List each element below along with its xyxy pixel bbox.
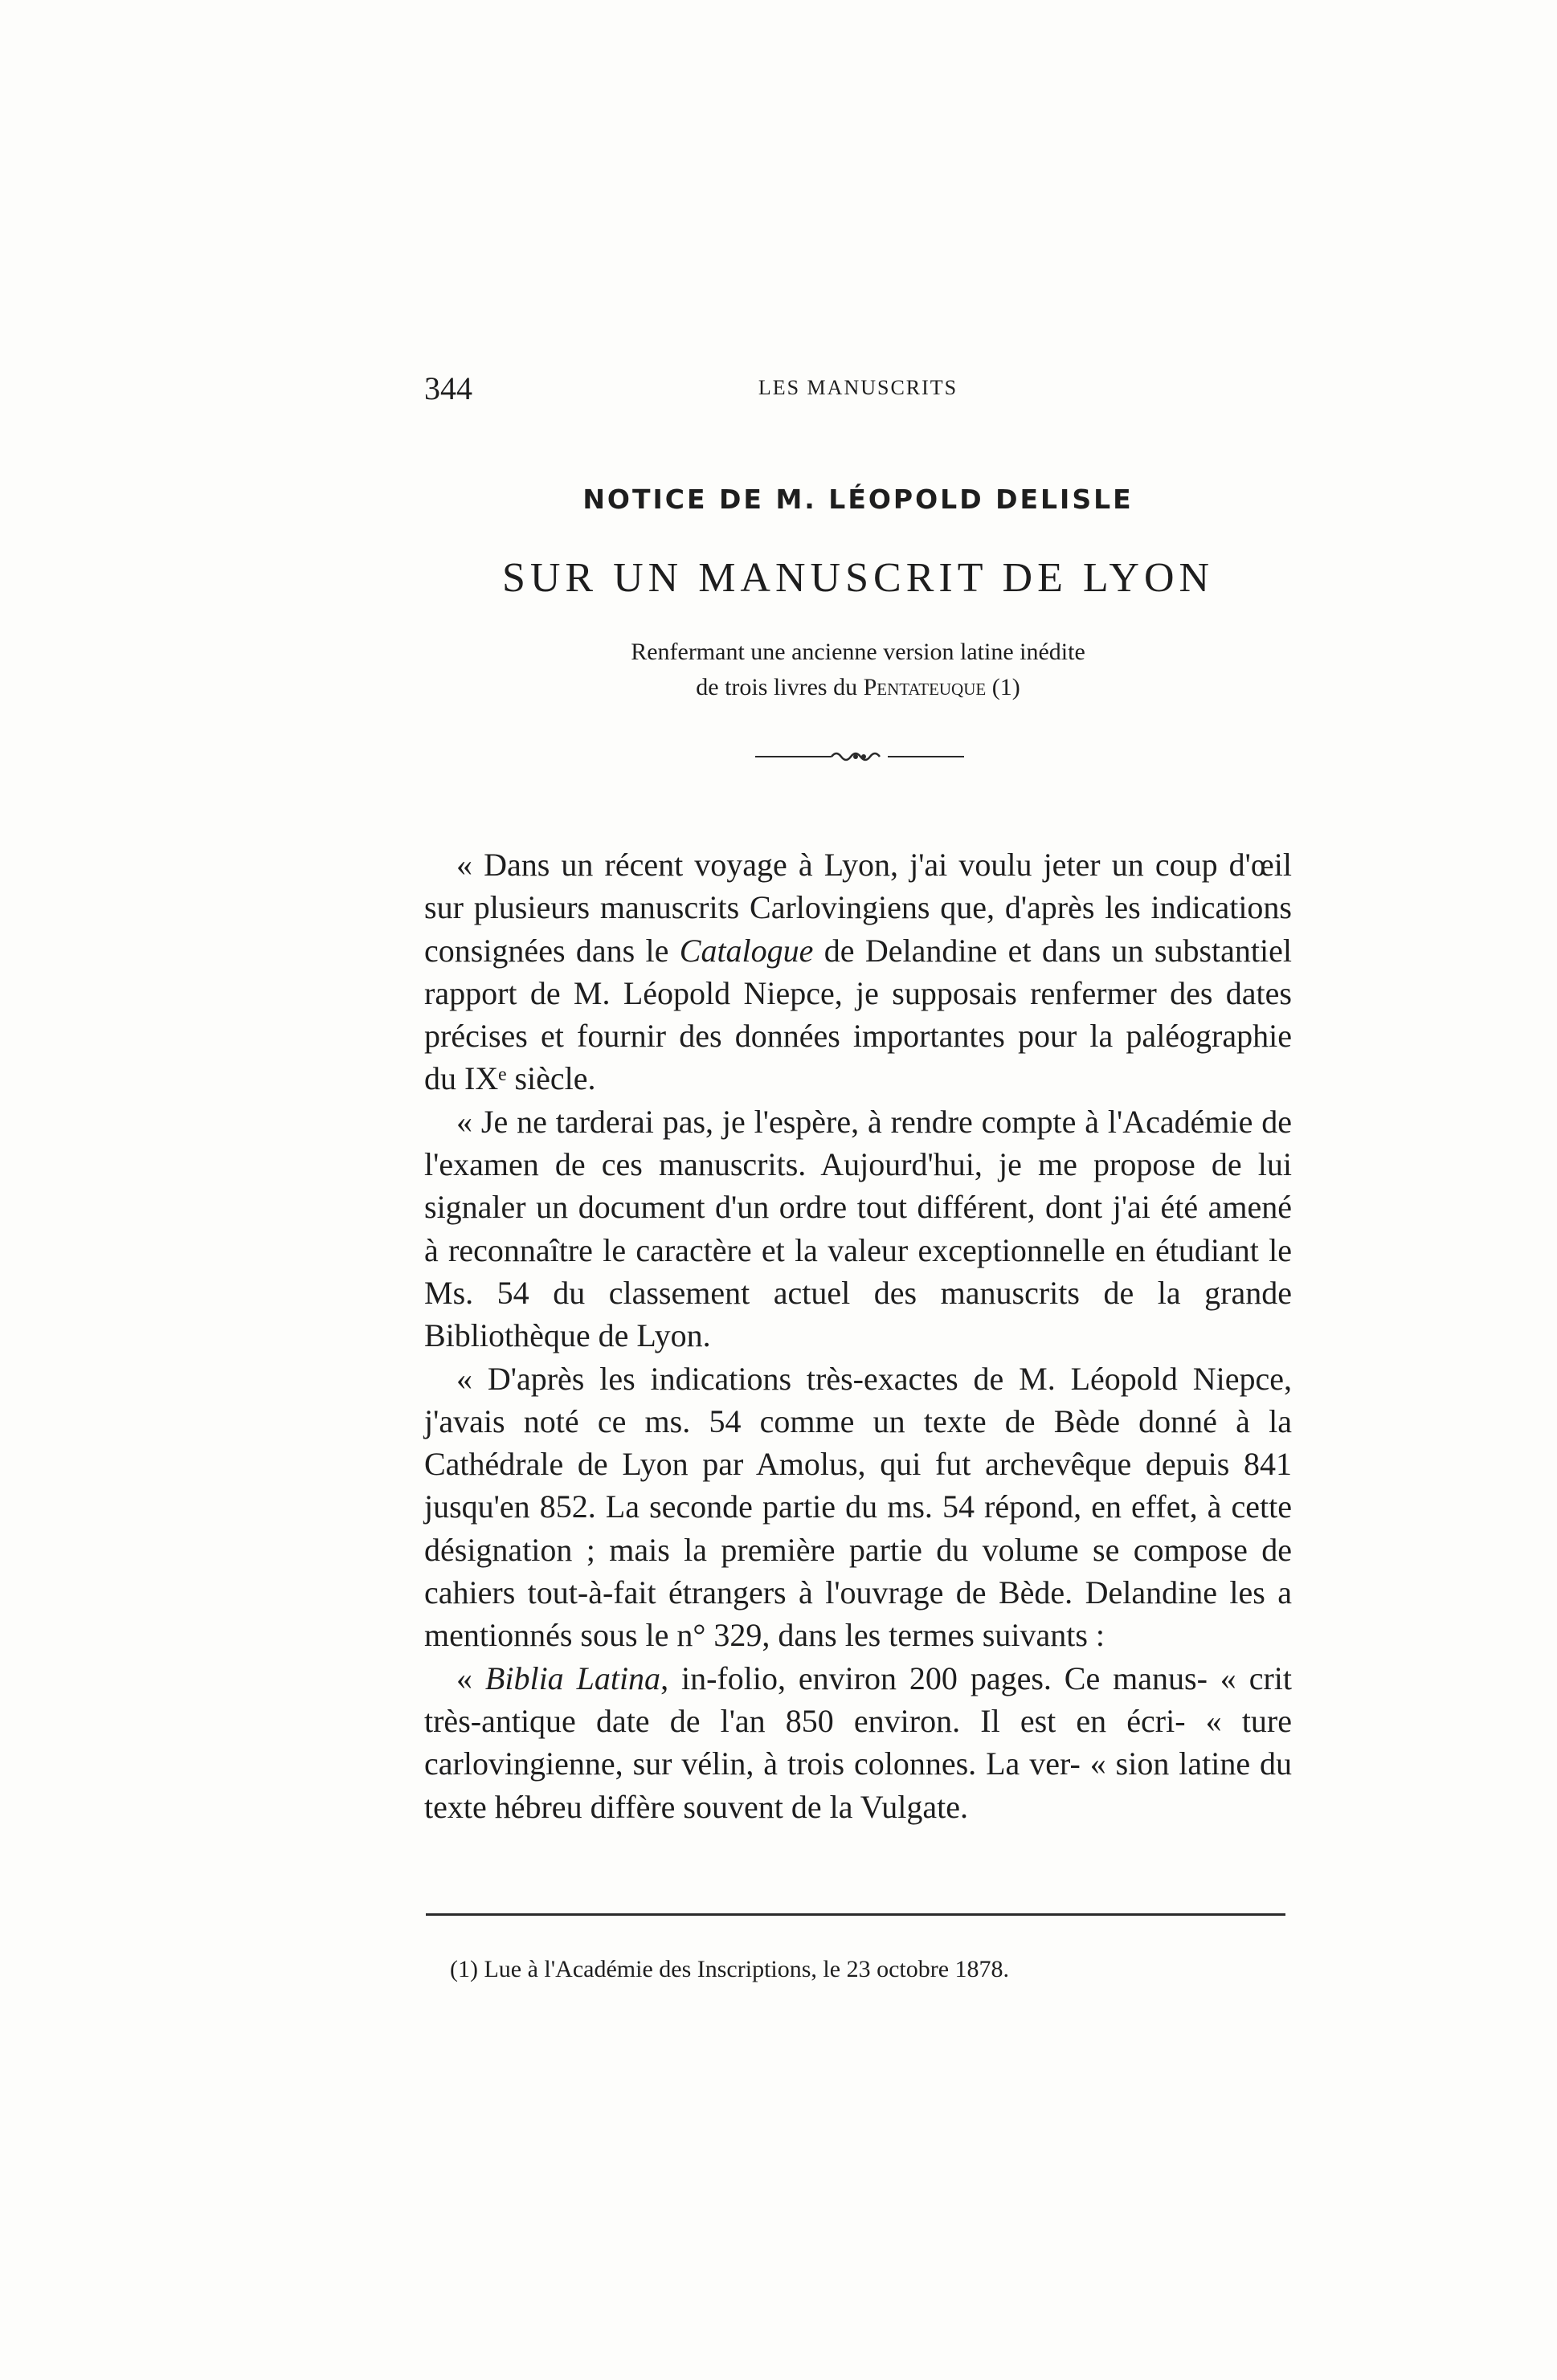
running-title: LES MANUSCRITS bbox=[758, 376, 958, 399]
page-number: 344 bbox=[424, 370, 472, 406]
notice-heading: NOTICE DE M. LÉOPOLD DELISLE bbox=[582, 484, 1134, 515]
paragraph-1-part-b: de Delandine et dans un substantiel rapport de M. Léopold Niepce, je supposais renfermer des dates précises et fournir des données importantes pour la paléographie du IXᵉ siècle. bbox=[424, 932, 1292, 1097]
paragraph-4-quote: « bbox=[456, 1659, 485, 1696]
subtitle-footnote-ref: (1) bbox=[986, 674, 1020, 700]
subtitle-line-1: Renfermant une ancienne version latine inédite bbox=[631, 639, 1085, 665]
running-header bbox=[424, 369, 1292, 410]
body-text bbox=[424, 843, 1292, 1828]
footnote: (1) Lue à l'Académie des Inscriptions, le 23 octobre 1878. bbox=[450, 1956, 1010, 1982]
subtitle-pentateuque: Pentateuque bbox=[863, 674, 987, 700]
paragraph-1-catalogue: Catalogue bbox=[679, 932, 814, 969]
decorative-flourish-icon bbox=[755, 747, 964, 766]
paragraph-3: « D'après les indications très-exactes de M. Léopold Niepce, j'avais noté ce ms. 54 comme un texte de Bède donné à la Cathédrale de Lyon par Amolus, qui fut archevêque depuis 841 jusqu'en 852. La seconde partie du ms. 54 répond, en effet, à cette désignation ; mais la première partie du volume se compose de cahiers tout-à-fait étrangers à l'ouvrage de Bède. Delandine les a mentionnés sous le n° 329, dans les termes suivants : bbox=[424, 1360, 1292, 1654]
paragraph-1 bbox=[424, 843, 1292, 1100]
paragraph-4-rest: , in-folio, environ 200 pages. Ce manus- « crit très-antique date de l'an 850 environ. Il est en écri- « ture carlovingienne, sur vélin, à trois colonnes. La ver- « sion latine du texte hébreu diffère souvent de la Vulgate. bbox=[424, 1659, 1293, 1825]
subtitle-line-2-prefix: de trois livres du bbox=[696, 674, 864, 700]
paragraph-1-part-a: « Dans un récent voyage à Lyon, j'ai voulu jeter un coup d'œil sur plusieurs manuscrits Carlovingiens que, d'après les indications consignées dans le bbox=[424, 847, 1292, 969]
article-title: SUR UN MANUSCRIT DE LYON bbox=[501, 555, 1215, 601]
subtitle-line-2 bbox=[424, 670, 1292, 705]
footnote-rule bbox=[426, 1913, 1285, 1916]
paragraph-4-biblia-latina: Biblia Latina bbox=[484, 1659, 661, 1696]
article-subtitle bbox=[424, 635, 1292, 705]
paragraph-2: « Je ne tarderai pas, je l'espère, à rendre compte à l'Académie de l'examen de ces manuscrits. Aujourd'hui, je me propose de lui signaler un document d'un ordre tout différent, dont j'ai été amené à reconnaître le caractère et la valeur exceptionnelle en étudiant le Ms. 54 du classement actuel des manuscrits de la grande Bibliothèque de Lyon. bbox=[424, 1103, 1292, 1354]
paragraph-4 bbox=[424, 1657, 1292, 1828]
